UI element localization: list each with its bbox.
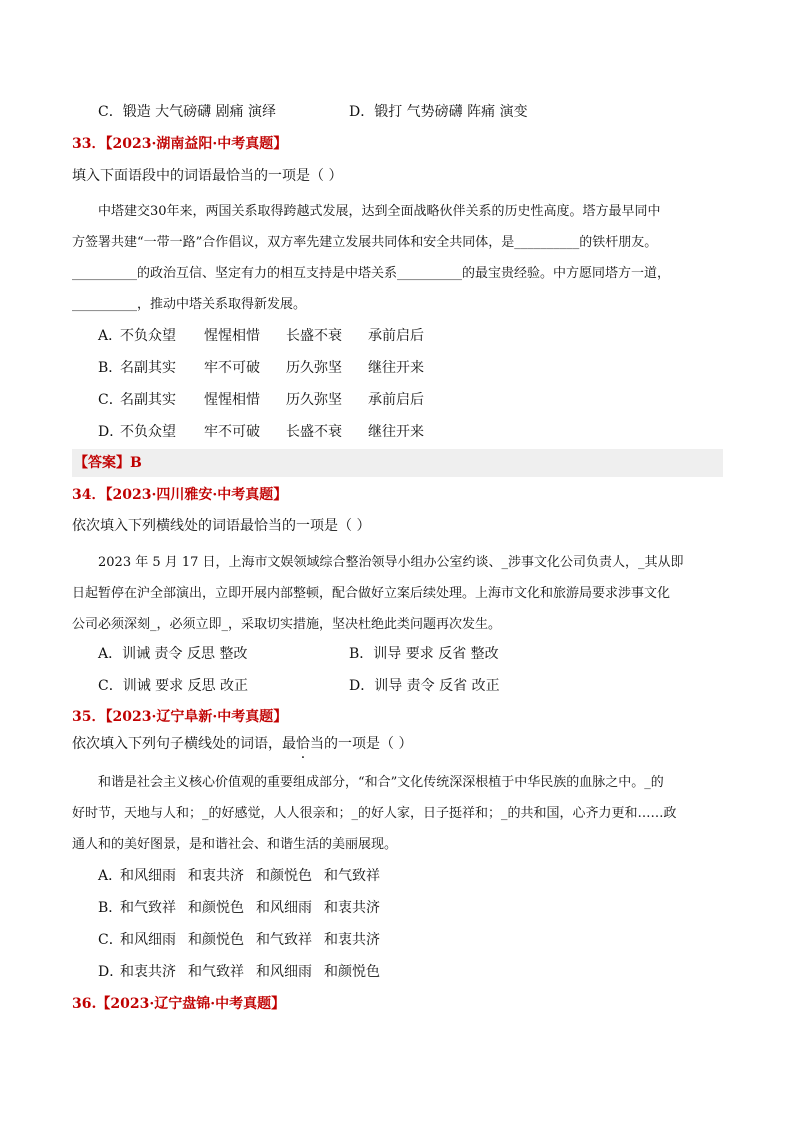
- option-a: A．训诫 责令 反思 整改: [98, 646, 248, 662]
- question-source: 【2023·四川雅安·中考真题】: [105, 487, 288, 503]
- passage-line: 方签署共建“一带一路”合作倡议，双方率先建立发展共同体和安全共同体，是__________的铁杆朋友。: [72, 235, 658, 250]
- answer-text: 【答案】B: [74, 455, 142, 471]
- passage-line: 2023 年 5 月 17 日，上海市文娱领域综合整治领导小组办公室约谈、_涉事文化公司负责人，_其从即: [98, 555, 684, 570]
- question-number: 33．: [72, 136, 106, 152]
- question-33-header: [72, 134, 287, 154]
- passage-line: 日起暂停在沪全部演出，立即开展内部整顿，配合做好立案后续处理。上海市文化和旅游局要求涉事文化: [72, 586, 671, 601]
- question-35-stem: 依次填入下列句子横线处的词语，最恰当的一项是（ ）: [72, 736, 413, 752]
- answer-box: [72, 449, 723, 477]
- question-33-stem: 填入下面语段中的词语最恰当的一项是（ ）: [72, 168, 343, 184]
- question-source: 【2023·辽宁阜新·中考真题】: [105, 709, 288, 725]
- passage-line: 好时节，天地与人和；_的好感觉，人人很亲和；_的好人家，日子挺祥和；_的共和国，心齐力更和……政: [72, 806, 677, 821]
- passage-line: __________，推动中塔关系取得新发展。: [72, 297, 307, 312]
- question-35-header: [72, 707, 287, 727]
- question-35-option-d: D． 和衷共济 和气致祥 和风细雨 和颜悦色: [98, 964, 380, 980]
- option-c: C．锻造 大气磅礴 剧痛 演绎: [98, 104, 277, 120]
- question-36-header: [72, 994, 285, 1014]
- question-33-option-d: D． 不负众望 牢不可破 长盛不衰 继往开来: [98, 424, 424, 440]
- passage-line: 通人和的美好图景，是和谐社会、和谐生活的美丽展现。: [72, 837, 398, 852]
- question-source: 【2023·辽宁盘锦·中考真题】: [96, 996, 286, 1012]
- prev-question-options-cd: [98, 102, 528, 122]
- question-34-passage: [72, 547, 722, 640]
- option-d: D．训导 责令 反省 改正: [349, 678, 500, 694]
- question-33-passage: [72, 196, 722, 320]
- option-b: B．训导 要求 反省 整改: [349, 646, 499, 662]
- question-number: 35．: [72, 709, 106, 725]
- option-c: C．训诫 要求 反思 改正: [98, 678, 249, 694]
- question-33-option-b: B． 名副其实 牢不可破 历久弥坚 继往开来: [98, 360, 424, 376]
- question-35-option-c: C． 和风细雨 和颜悦色 和气致祥 和衷共济: [98, 932, 380, 948]
- question-33-option-a: A． 不负众望 惺惺相惜 长盛不衰 承前启后: [98, 328, 424, 344]
- passage-line: __________的政治互信、坚定有力的相互支持是中塔关系__________的最宝贵经验。中方愿同塔方一道，: [72, 266, 671, 281]
- question-35-passage: [72, 767, 722, 860]
- question-33-option-c: C． 名副其实 惺惺相惜 历久弥坚 承前启后: [98, 392, 424, 408]
- emphasized-text: 最恰当: [282, 736, 324, 752]
- option-d: D．锻打 气势磅礴 阵痛 演变: [349, 104, 528, 120]
- question-source: 【2023·湖南益阳·中考真题】: [105, 136, 288, 152]
- question-35-option-a: A． 和风细雨 和衷共济 和颜悦色 和气致祥: [98, 868, 380, 884]
- question-number: 36.: [72, 996, 97, 1012]
- passage-line: 公司必须深刻_，必须立即_，采取切实措施，坚决杜绝此类问题再次发生。: [72, 617, 502, 632]
- question-34-stem: 依次填入下列横线处的词语最恰当的一项是（ ）: [72, 518, 371, 534]
- question-34-header: [72, 485, 287, 505]
- question-35-option-b: B． 和气致祥 和颜悦色 和风细雨 和衷共济: [98, 900, 380, 916]
- passage-line: 和谐是社会主义核心价值观的重要组成部分，“和合”文化传统深深根植于中华民族的血脉之中。_的: [98, 775, 664, 790]
- question-34-options-ab: [98, 644, 499, 664]
- question-number: 34．: [72, 487, 106, 503]
- passage-line: 中塔建交30年来，两国关系取得跨越式发展，达到全面战略伙伴关系的历史性高度。塔方最早同中: [98, 204, 661, 219]
- question-34-options-cd: [98, 676, 500, 696]
